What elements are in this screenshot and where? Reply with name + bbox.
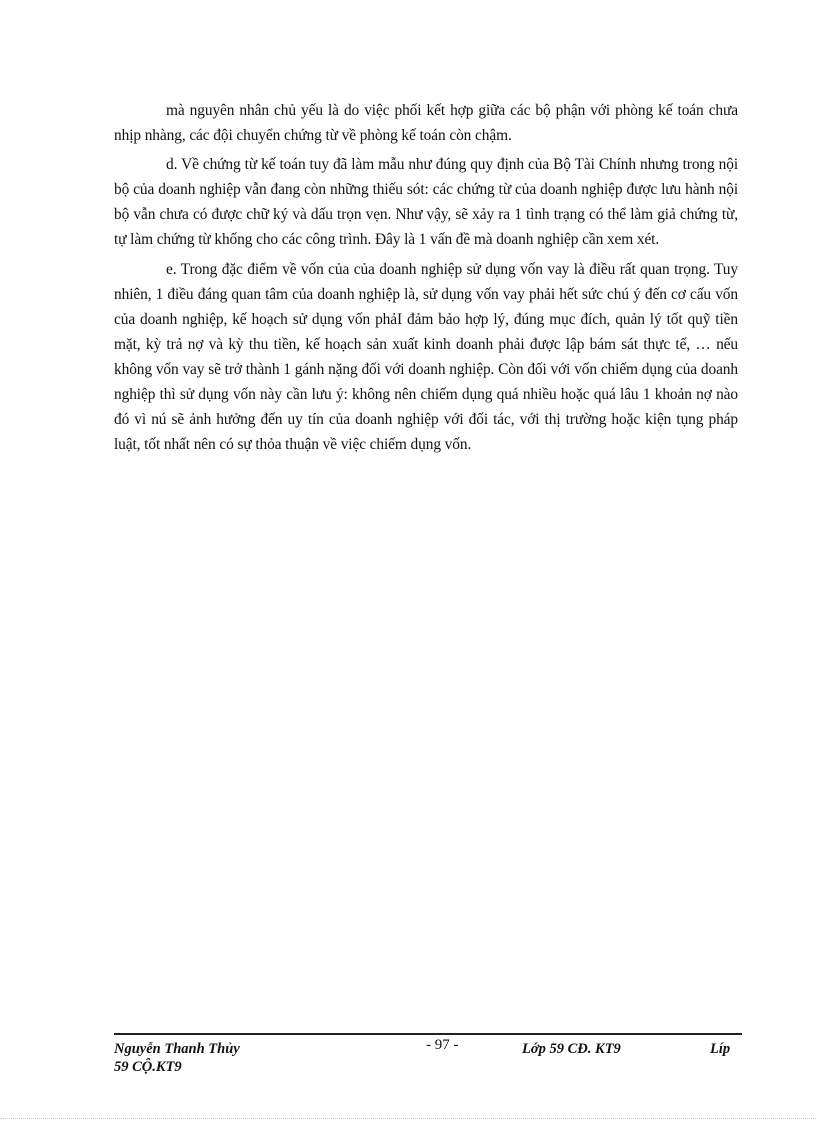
- page-bottom-edge: [0, 1118, 816, 1119]
- body-text: [114, 98, 738, 461]
- footer-author: Nguyễn Thanh Thủy: [114, 1041, 240, 1057]
- footer-right-label: Líp: [710, 1041, 731, 1057]
- paragraph-continued: mà nguyên nhân chủ yếu là do việc phối kết hợp giữa các bộ phận với phòng kế toán chưa nhịp nhàng, các đội chuyển chứng từ về phòng kế toán còn chậm.: [114, 102, 738, 145]
- footer-divider: [114, 1033, 742, 1035]
- footer-page-number: - 97 -: [426, 1037, 459, 1053]
- footer-class-label: Lớp 59 CĐ. KT9: [522, 1041, 621, 1057]
- paragraph-d-accounting-documents: d. Về chứng từ kế toán tuy đã làm mẫu như đúng quy định của Bộ Tài Chính nhưng trong nội bộ của doanh nghiệp vẫn đang còn những thiếu sót: các chứng từ của doanh nghiệp được lưu hành nội bộ vẫn chưa có được chữ ký và dấu trọn vẹn. Như vậy, sẽ xảy ra 1 tình trạng có thể làm giả chứng từ, tự làm chứng từ khống cho các công trình. Đây là 1 vấn đề mà doanh nghiệp cần xem xét.: [114, 156, 738, 249]
- footer-second-line: 59 CỘ.KT9: [114, 1059, 182, 1075]
- paragraph-e-capital: e. Trong đặc điểm về vốn của của doanh nghiệp sử dụng vốn vay là điều rất quan trọng. Tuy nhiên, 1 điều đáng quan tâm của doanh nghiệp là, sử dụng vốn vay phải hết sức chú ý đến cơ cấu vốn của doanh nghiệp, kế hoạch sử dụng vốn phảI đảm bảo hợp lý, đúng mục đích, quản lý tốt quỹ tiền mặt, kỳ trả nợ và kỳ thu tiền, kế hoạch sản xuất kinh doanh phải được lập bám sát thực tế, … nếu không vốn vay sẽ trở thành 1 gánh nặng đối với doanh nghiệp. Còn đối với vốn chiếm dụng của doanh nghiệp thì sử dụng vốn này cần lưu ý: không nên chiếm dụng quá nhiều hoặc quá lâu 1 khoản nợ nào đó vì nú sẽ ảnh hưởng đến uy tín của doanh nghiệp với đối tác, với thị trường hoặc kiện tụng pháp luật, tốt nhất nên có sự thỏa thuận về việc chiếm dụng vốn.: [114, 260, 738, 454]
